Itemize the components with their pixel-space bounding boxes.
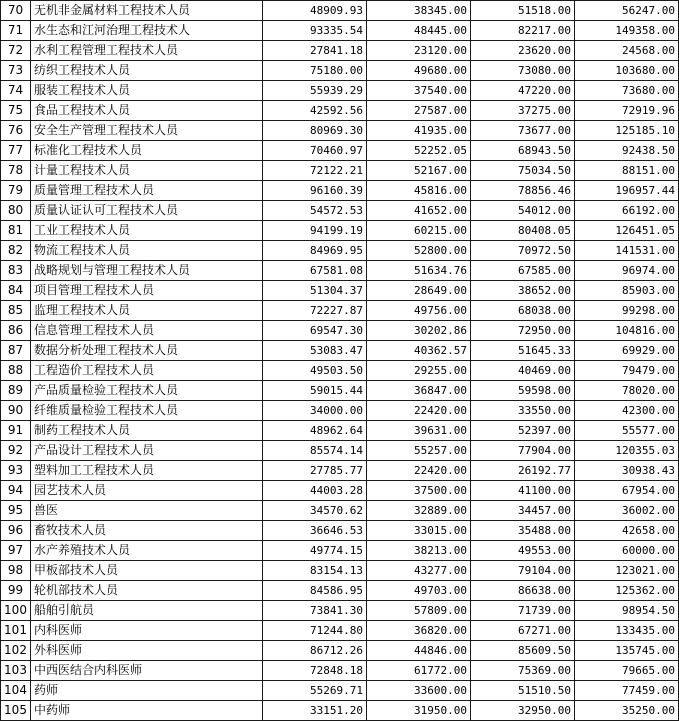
value-cell-1[interactable]: 83154.13: [263, 561, 367, 581]
job-title-cell[interactable]: 产品质量检验工程技术人员: [31, 381, 263, 401]
table-row: [1, 461, 679, 481]
value-cell-4[interactable]: 79665.00: [575, 661, 679, 681]
row-number-cell[interactable]: 83: [1, 261, 31, 281]
value-cell-3[interactable]: 59598.00: [471, 381, 575, 401]
row-number-cell[interactable]: 75: [1, 101, 31, 121]
table-row: [1, 581, 679, 601]
value-cell-4[interactable]: 149358.00: [575, 21, 679, 41]
value-cell-4[interactable]: 36002.00: [575, 501, 679, 521]
job-title-cell[interactable]: 兽医: [31, 501, 263, 521]
job-title-cell[interactable]: 质量认证认可工程技术人员: [31, 201, 263, 221]
value-cell-1[interactable]: 51304.37: [263, 281, 367, 301]
row-number-cell[interactable]: 100: [1, 601, 31, 621]
table-row: [1, 121, 679, 141]
value-cell-4[interactable]: 67954.00: [575, 481, 679, 501]
table-row: [1, 241, 679, 261]
row-number-cell[interactable]: 92: [1, 441, 31, 461]
value-cell-1[interactable]: 84586.95: [263, 581, 367, 601]
table-row: [1, 321, 679, 341]
job-title-cell[interactable]: 战略规划与管理工程技术人员: [31, 261, 263, 281]
row-number-cell[interactable]: 89: [1, 381, 31, 401]
table-row: [1, 301, 679, 321]
job-title-cell[interactable]: 畜牧技术人员: [31, 521, 263, 541]
value-cell-1[interactable]: 44003.28: [263, 481, 367, 501]
value-cell-1[interactable]: 70460.97: [263, 141, 367, 161]
value-cell-4[interactable]: 98954.50: [575, 601, 679, 621]
value-cell-4[interactable]: 42300.00: [575, 401, 679, 421]
value-cell-3[interactable]: 33550.00: [471, 401, 575, 421]
table-row: [1, 201, 679, 221]
value-cell-3[interactable]: 41100.00: [471, 481, 575, 501]
value-cell-4[interactable]: 120355.03: [575, 441, 679, 461]
value-cell-3[interactable]: 32950.00: [471, 701, 575, 721]
row-number-cell[interactable]: 77: [1, 141, 31, 161]
value-cell-4[interactable]: 30938.43: [575, 461, 679, 481]
value-cell-4[interactable]: 104816.00: [575, 321, 679, 341]
value-cell-3[interactable]: 51518.00: [471, 1, 575, 21]
row-number-cell[interactable]: 88: [1, 361, 31, 381]
value-cell-1[interactable]: 73841.30: [263, 601, 367, 621]
value-cell-3[interactable]: 75034.50: [471, 161, 575, 181]
value-cell-2[interactable]: 28649.00: [367, 281, 471, 301]
row-number-cell[interactable]: 87: [1, 341, 31, 361]
row-number-cell[interactable]: 84: [1, 281, 31, 301]
value-cell-4[interactable]: 66192.00: [575, 201, 679, 221]
value-cell-1[interactable]: 80969.30: [263, 121, 367, 141]
value-cell-3[interactable]: 75369.00: [471, 661, 575, 681]
value-cell-2[interactable]: 52800.00: [367, 241, 471, 261]
value-cell-1[interactable]: 75180.00: [263, 61, 367, 81]
value-cell-3[interactable]: 52397.00: [471, 421, 575, 441]
value-cell-3[interactable]: 51645.33: [471, 341, 575, 361]
job-title-cell[interactable]: 园艺技术人员: [31, 481, 263, 501]
value-cell-3[interactable]: 79104.00: [471, 561, 575, 581]
value-cell-2[interactable]: 29255.00: [367, 361, 471, 381]
job-title-cell[interactable]: 食品工程技术人员: [31, 101, 263, 121]
value-cell-1[interactable]: 49503.50: [263, 361, 367, 381]
value-cell-4[interactable]: 126451.05: [575, 221, 679, 241]
value-cell-1[interactable]: 42592.56: [263, 101, 367, 121]
job-title-cell[interactable]: 水产养殖技术人员: [31, 541, 263, 561]
value-cell-4[interactable]: 69929.00: [575, 341, 679, 361]
table-row: [1, 481, 679, 501]
job-title-cell[interactable]: 中西医结合内科医师: [31, 661, 263, 681]
value-cell-2[interactable]: 45816.00: [367, 181, 471, 201]
value-cell-2[interactable]: 52167.00: [367, 161, 471, 181]
value-cell-3[interactable]: 86638.00: [471, 581, 575, 601]
row-number-cell[interactable]: 86: [1, 321, 31, 341]
value-cell-3[interactable]: 49553.00: [471, 541, 575, 561]
value-cell-2[interactable]: 37540.00: [367, 81, 471, 101]
value-cell-4[interactable]: 125362.00: [575, 581, 679, 601]
table-row: [1, 61, 679, 81]
job-title-cell[interactable]: 产品设计工程技术人员: [31, 441, 263, 461]
value-cell-2[interactable]: 30202.86: [367, 321, 471, 341]
value-cell-2[interactable]: 31950.00: [367, 701, 471, 721]
value-cell-4[interactable]: 42658.00: [575, 521, 679, 541]
table-row: [1, 641, 679, 661]
row-number-cell[interactable]: 96: [1, 521, 31, 541]
value-cell-2[interactable]: 41652.00: [367, 201, 471, 221]
value-cell-4[interactable]: 141531.00: [575, 241, 679, 261]
value-cell-1[interactable]: 94199.19: [263, 221, 367, 241]
table-row: [1, 681, 679, 701]
value-cell-3[interactable]: 47220.00: [471, 81, 575, 101]
value-cell-1[interactable]: 27785.77: [263, 461, 367, 481]
row-number-cell[interactable]: 101: [1, 621, 31, 641]
value-cell-3[interactable]: 26192.77: [471, 461, 575, 481]
value-cell-3[interactable]: 35488.00: [471, 521, 575, 541]
row-number-cell[interactable]: 105: [1, 701, 31, 721]
value-cell-3[interactable]: 37275.00: [471, 101, 575, 121]
job-title-cell[interactable]: 无机非金属材料工程技术人员: [31, 1, 263, 21]
table-row: [1, 141, 679, 161]
value-cell-2[interactable]: 57809.00: [367, 601, 471, 621]
job-title-cell[interactable]: 质量管理工程技术人员: [31, 181, 263, 201]
table-row: [1, 181, 679, 201]
value-cell-3[interactable]: 23620.00: [471, 41, 575, 61]
table-row: [1, 701, 679, 721]
job-title-cell[interactable]: 物流工程技术人员: [31, 241, 263, 261]
value-cell-1[interactable]: 69547.30: [263, 321, 367, 341]
value-cell-3[interactable]: 51510.50: [471, 681, 575, 701]
job-title-cell[interactable]: 服装工程技术人员: [31, 81, 263, 101]
value-cell-2[interactable]: 22420.00: [367, 461, 471, 481]
job-title-cell[interactable]: 信息管理工程技术人员: [31, 321, 263, 341]
row-number-cell[interactable]: 103: [1, 661, 31, 681]
table-row: [1, 21, 679, 41]
value-cell-3[interactable]: 67271.00: [471, 621, 575, 641]
table-row: [1, 401, 679, 421]
value-cell-2[interactable]: 23120.00: [367, 41, 471, 61]
row-number-cell[interactable]: 90: [1, 401, 31, 421]
value-cell-3[interactable]: 54012.00: [471, 201, 575, 221]
value-cell-3[interactable]: 82217.00: [471, 21, 575, 41]
table-row: [1, 101, 679, 121]
table-row: [1, 441, 679, 461]
value-cell-4[interactable]: 24568.00: [575, 41, 679, 61]
row-number-cell[interactable]: 102: [1, 641, 31, 661]
row-number-cell[interactable]: 76: [1, 121, 31, 141]
value-cell-4[interactable]: 103680.00: [575, 61, 679, 81]
value-cell-3[interactable]: 73677.00: [471, 121, 575, 141]
row-number-cell[interactable]: 91: [1, 421, 31, 441]
value-cell-4[interactable]: 196957.44: [575, 181, 679, 201]
value-cell-1[interactable]: 33151.20: [263, 701, 367, 721]
value-cell-1[interactable]: 55269.71: [263, 681, 367, 701]
value-cell-2[interactable]: 38213.00: [367, 541, 471, 561]
value-cell-3[interactable]: 34457.00: [471, 501, 575, 521]
table-row: [1, 621, 679, 641]
row-number-cell[interactable]: 72: [1, 41, 31, 61]
row-number-cell[interactable]: 104: [1, 681, 31, 701]
value-cell-2[interactable]: 49703.00: [367, 581, 471, 601]
value-cell-1[interactable]: 72227.87: [263, 301, 367, 321]
job-title-cell[interactable]: 数据分析处理工程技术人员: [31, 341, 263, 361]
value-cell-3[interactable]: 71739.00: [471, 601, 575, 621]
table-row: [1, 341, 679, 361]
value-cell-1[interactable]: 67581.08: [263, 261, 367, 281]
job-title-cell[interactable]: 纺织工程技术人员: [31, 61, 263, 81]
value-cell-4[interactable]: 79479.00: [575, 361, 679, 381]
value-cell-1[interactable]: 96160.39: [263, 181, 367, 201]
value-cell-2[interactable]: 44846.00: [367, 641, 471, 661]
row-number-cell[interactable]: 95: [1, 501, 31, 521]
row-number-cell[interactable]: 80: [1, 201, 31, 221]
value-cell-4[interactable]: 92438.50: [575, 141, 679, 161]
value-cell-3[interactable]: 73080.00: [471, 61, 575, 81]
value-cell-3[interactable]: 67585.00: [471, 261, 575, 281]
value-cell-1[interactable]: 71244.80: [263, 621, 367, 641]
value-cell-4[interactable]: 60000.00: [575, 541, 679, 561]
value-cell-1[interactable]: 84969.95: [263, 241, 367, 261]
table-row: [1, 261, 679, 281]
value-cell-3[interactable]: 40469.00: [471, 361, 575, 381]
row-number-cell[interactable]: 71: [1, 21, 31, 41]
job-title-cell[interactable]: 外科医师: [31, 641, 263, 661]
row-number-cell[interactable]: 98: [1, 561, 31, 581]
value-cell-2[interactable]: 40362.57: [367, 341, 471, 361]
table-row: [1, 81, 679, 101]
job-title-cell[interactable]: 甲板部技术人员: [31, 561, 263, 581]
row-number-cell[interactable]: 85: [1, 301, 31, 321]
value-cell-2[interactable]: 36847.00: [367, 381, 471, 401]
value-cell-2[interactable]: 41935.00: [367, 121, 471, 141]
table-row: [1, 1, 679, 21]
value-cell-2[interactable]: 37500.00: [367, 481, 471, 501]
value-cell-2[interactable]: 51634.76: [367, 261, 471, 281]
table-row: [1, 381, 679, 401]
value-cell-2[interactable]: 38345.00: [367, 1, 471, 21]
row-number-cell[interactable]: 93: [1, 461, 31, 481]
value-cell-2[interactable]: 22420.00: [367, 401, 471, 421]
job-title-cell[interactable]: 水利工程管理工程技术人员: [31, 41, 263, 61]
value-cell-2[interactable]: 43277.00: [367, 561, 471, 581]
value-cell-2[interactable]: 60215.00: [367, 221, 471, 241]
value-cell-4[interactable]: 133435.00: [575, 621, 679, 641]
job-title-cell[interactable]: 计量工程技术人员: [31, 161, 263, 181]
value-cell-4[interactable]: 56247.00: [575, 1, 679, 21]
row-number-cell[interactable]: 70: [1, 1, 31, 21]
job-title-cell[interactable]: 工业工程技术人员: [31, 221, 263, 241]
value-cell-4[interactable]: 125185.10: [575, 121, 679, 141]
value-cell-2[interactable]: 61772.00: [367, 661, 471, 681]
value-cell-3[interactable]: 78856.46: [471, 181, 575, 201]
job-title-cell[interactable]: 安全生产管理工程技术人员: [31, 121, 263, 141]
table-row: [1, 41, 679, 61]
value-cell-1[interactable]: 34000.00: [263, 401, 367, 421]
table-row: [1, 361, 679, 381]
value-cell-1[interactable]: 53083.47: [263, 341, 367, 361]
value-cell-2[interactable]: 52252.05: [367, 141, 471, 161]
table-body: [1, 1, 679, 721]
row-number-cell[interactable]: 82: [1, 241, 31, 261]
value-cell-1[interactable]: 48909.93: [263, 1, 367, 21]
row-number-cell[interactable]: 99: [1, 581, 31, 601]
table-row: [1, 601, 679, 621]
value-cell-3[interactable]: 77904.00: [471, 441, 575, 461]
row-number-cell[interactable]: 74: [1, 81, 31, 101]
job-title-cell[interactable]: 轮机部技术人员: [31, 581, 263, 601]
value-cell-4[interactable]: 77459.00: [575, 681, 679, 701]
value-cell-2[interactable]: 39631.00: [367, 421, 471, 441]
value-cell-2[interactable]: 33600.00: [367, 681, 471, 701]
job-title-cell[interactable]: 塑料加工工程技术人员: [31, 461, 263, 481]
job-title-cell[interactable]: 中药师: [31, 701, 263, 721]
value-cell-3[interactable]: 68038.00: [471, 301, 575, 321]
value-cell-4[interactable]: 99298.00: [575, 301, 679, 321]
value-cell-2[interactable]: 33015.00: [367, 521, 471, 541]
job-title-cell[interactable]: 工程造价工程技术人员: [31, 361, 263, 381]
value-cell-1[interactable]: 72848.18: [263, 661, 367, 681]
value-cell-1[interactable]: 93335.54: [263, 21, 367, 41]
value-cell-3[interactable]: 38652.00: [471, 281, 575, 301]
value-cell-3[interactable]: 70972.50: [471, 241, 575, 261]
value-cell-2[interactable]: 32889.00: [367, 501, 471, 521]
value-cell-1[interactable]: 54572.53: [263, 201, 367, 221]
row-number-cell[interactable]: 78: [1, 161, 31, 181]
job-title-cell[interactable]: 水生态和江河治理工程技术人: [31, 21, 263, 41]
value-cell-4[interactable]: 72919.96: [575, 101, 679, 121]
table-row: [1, 501, 679, 521]
value-cell-2[interactable]: 49756.00: [367, 301, 471, 321]
table-row: [1, 161, 679, 181]
value-cell-1[interactable]: 55939.29: [263, 81, 367, 101]
job-title-cell[interactable]: 船舶引航员: [31, 601, 263, 621]
value-cell-3[interactable]: 72950.00: [471, 321, 575, 341]
value-cell-4[interactable]: 35250.00: [575, 701, 679, 721]
value-cell-2[interactable]: 49680.00: [367, 61, 471, 81]
table-row: [1, 421, 679, 441]
value-cell-4[interactable]: 55577.00: [575, 421, 679, 441]
value-cell-2[interactable]: 55257.00: [367, 441, 471, 461]
value-cell-4[interactable]: 123021.00: [575, 561, 679, 581]
value-cell-4[interactable]: 135745.00: [575, 641, 679, 661]
table-row: [1, 541, 679, 561]
value-cell-4[interactable]: 88151.00: [575, 161, 679, 181]
value-cell-4[interactable]: 85903.00: [575, 281, 679, 301]
value-cell-1[interactable]: 48962.64: [263, 421, 367, 441]
table-row: [1, 221, 679, 241]
value-cell-1[interactable]: 36646.53: [263, 521, 367, 541]
value-cell-3[interactable]: 80408.05: [471, 221, 575, 241]
value-cell-2[interactable]: 36820.00: [367, 621, 471, 641]
row-number-cell[interactable]: 94: [1, 481, 31, 501]
job-title-cell[interactable]: 纤维质量检验工程技术人员: [31, 401, 263, 421]
value-cell-4[interactable]: 78020.00: [575, 381, 679, 401]
value-cell-1[interactable]: 72122.21: [263, 161, 367, 181]
value-cell-1[interactable]: 59015.44: [263, 381, 367, 401]
value-cell-1[interactable]: 86712.26: [263, 641, 367, 661]
job-title-cell[interactable]: 药师: [31, 681, 263, 701]
table-row: [1, 561, 679, 581]
row-number-cell[interactable]: 81: [1, 221, 31, 241]
value-cell-3[interactable]: 68943.50: [471, 141, 575, 161]
value-cell-4[interactable]: 73680.00: [575, 81, 679, 101]
row-number-cell[interactable]: 97: [1, 541, 31, 561]
job-title-cell[interactable]: 监理工程技术人员: [31, 301, 263, 321]
value-cell-1[interactable]: 34570.62: [263, 501, 367, 521]
value-cell-1[interactable]: 85574.14: [263, 441, 367, 461]
value-cell-1[interactable]: 49774.15: [263, 541, 367, 561]
row-number-cell[interactable]: 79: [1, 181, 31, 201]
job-title-cell[interactable]: 内科医师: [31, 621, 263, 641]
table-row: [1, 661, 679, 681]
value-cell-2[interactable]: 48445.00: [367, 21, 471, 41]
value-cell-1[interactable]: 27841.18: [263, 41, 367, 61]
value-cell-2[interactable]: 27587.00: [367, 101, 471, 121]
job-title-cell[interactable]: 项目管理工程技术人员: [31, 281, 263, 301]
job-title-cell[interactable]: 标准化工程技术人员: [31, 141, 263, 161]
row-number-cell[interactable]: 73: [1, 61, 31, 81]
table-row: [1, 521, 679, 541]
table-row: [1, 281, 679, 301]
value-cell-4[interactable]: 96974.00: [575, 261, 679, 281]
value-cell-3[interactable]: 85609.50: [471, 641, 575, 661]
job-title-cell[interactable]: 制药工程技术人员: [31, 421, 263, 441]
